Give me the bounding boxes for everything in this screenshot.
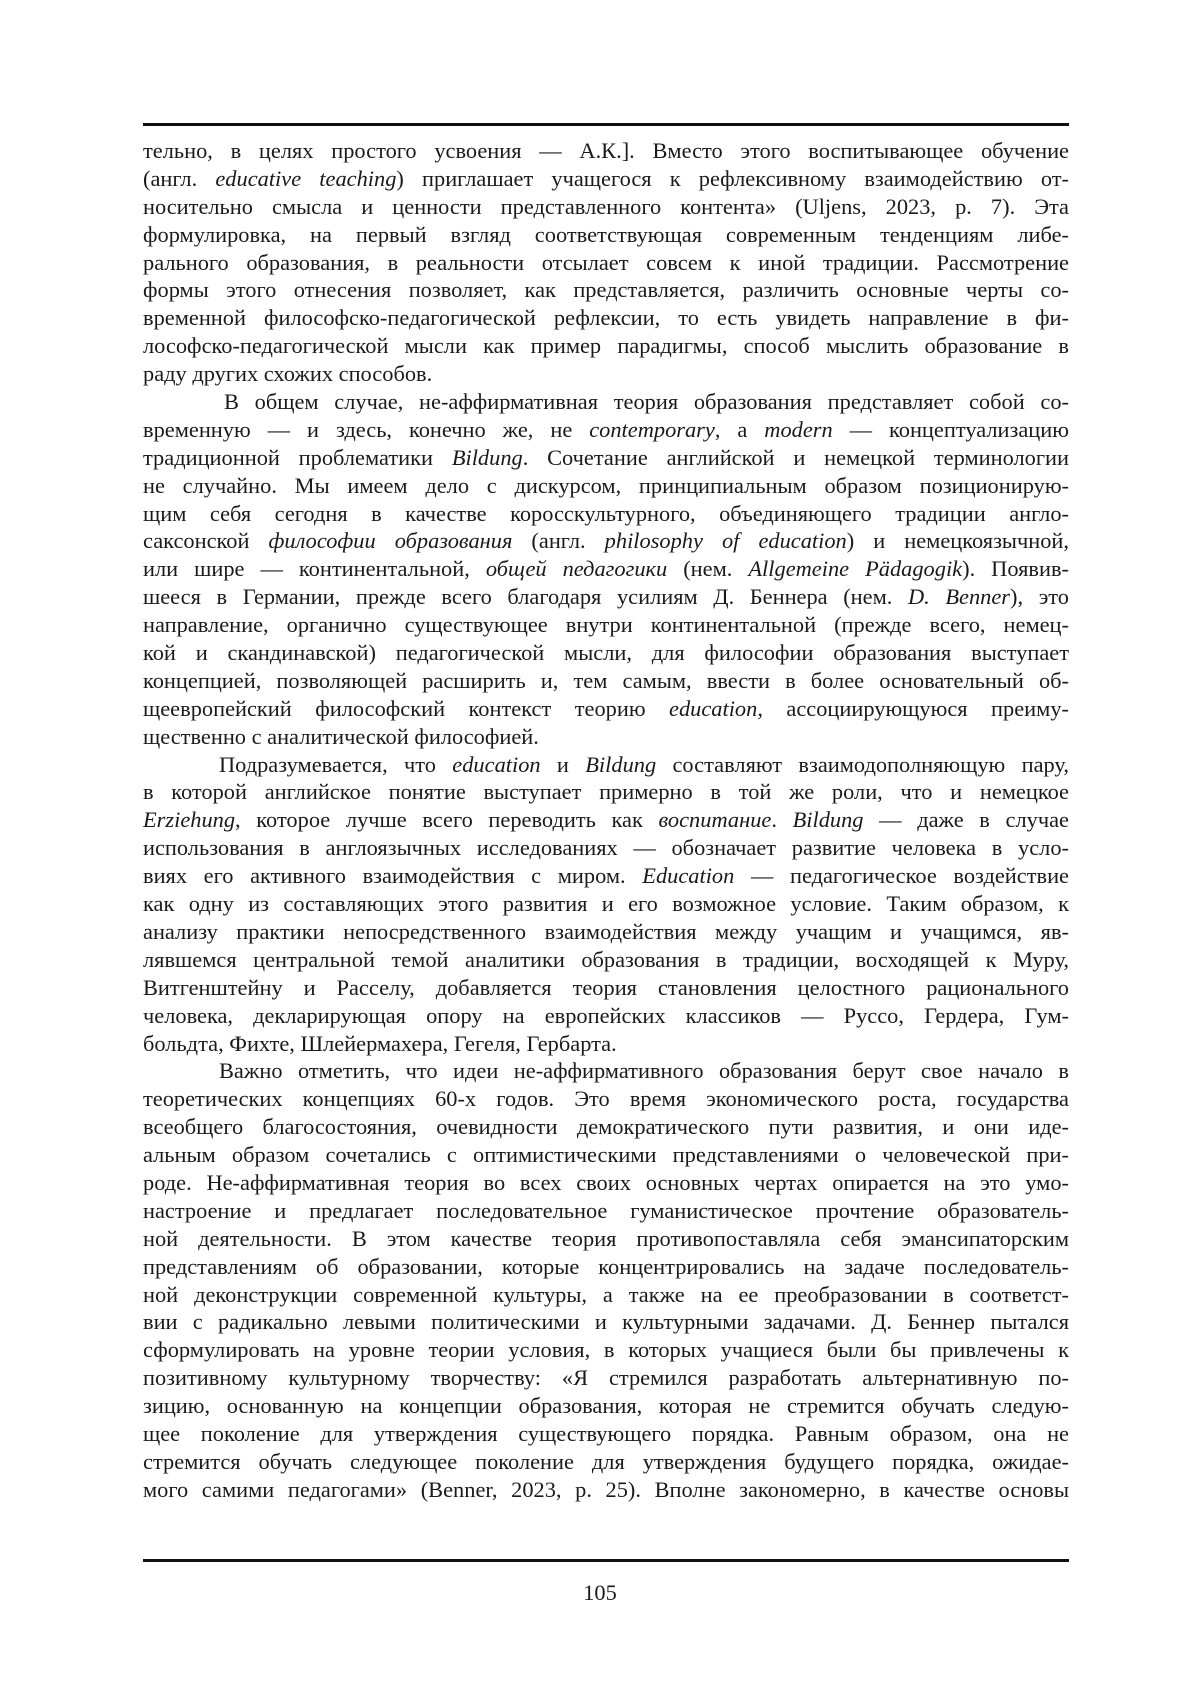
text-line: виях его активного взаимодействия с миром. Education — педагогическое воздействие <box>143 862 1069 890</box>
text-line: больдта, Фихте, Шлейермахера, Гегеля, Гербарта. <box>143 1030 1069 1058</box>
paragraph <box>143 137 1069 388</box>
text-line: носительно смысла и ценности представленного контента» (Uljens, 2023, p. 7). Эта <box>143 193 1069 221</box>
text-line: саксонской философии образования (англ. philosophy of education) и немецкоязычной, <box>143 527 1069 555</box>
text-line: в которой английское понятие выступает примерно в той же роли, что и немецкое <box>143 778 1069 806</box>
header-rule <box>143 123 1069 126</box>
text-line: тельно, в целях простого усвоения — А.К.]. Вместо этого воспитывающее обучение <box>143 137 1069 165</box>
text-line: рального образования, в реальности отсылает совсем к иной традиции. Рассмотрение <box>143 249 1069 277</box>
text-line: позитивному культурному творчеству: «Я стремился разработать альтернативную по- <box>143 1364 1069 1392</box>
text-line: Важно отметить, что идеи не-аффирмативного образования берут свое начало в <box>143 1057 1069 1085</box>
text-line: теоретических концепциях 60-х годов. Это время экономического роста, государства <box>143 1085 1069 1113</box>
paragraph <box>143 751 1069 1058</box>
paragraph <box>143 388 1069 751</box>
text-line: не случайно. Мы имеем дело с дискурсом, принципиальным образом позиционирую- <box>143 472 1069 500</box>
text-line: Erziehung, которое лучше всего переводить как воспитание. Bildung — даже в случае <box>143 806 1069 834</box>
text-line: всеобщего благосостояния, очевидности демократического пути развития, и они иде- <box>143 1113 1069 1141</box>
text-line: щественно с аналитической философией. <box>143 723 1069 751</box>
text-line: или шире — континентальной, общей педагогики (нем. Allgemeine Pädagogik). Появив- <box>143 555 1069 583</box>
text-line: шееся в Германии, прежде всего благодаря усилиям Д. Беннера (нем. D. Benner), это <box>143 583 1069 611</box>
text-line: формы этого отнесения позволяет, как представляется, различить основные черты со- <box>143 276 1069 304</box>
footer-rule <box>143 1559 1069 1562</box>
text-line: мого самими педагогами» (Benner, 2023, p. 25). Вполне закономерно, в качестве основы <box>143 1476 1069 1504</box>
text-line: направление, органично существующее внутри континентальной (прежде всего, немец- <box>143 611 1069 639</box>
text-line: временную — и здесь, конечно же, не contemporary, а modern — концептуализацию <box>143 416 1069 444</box>
text-line: человека, декларирующая опору на европейских классиков — Руссо, Гердера, Гум- <box>143 1002 1069 1030</box>
text-line: анализу практики непосредственного взаимодействия между учащим и учащимся, яв- <box>143 918 1069 946</box>
text-line: ной деятельности. В этом качестве теория противопоставляла себя эмансипаторским <box>143 1225 1069 1253</box>
text-line: щеевропейский философский контекст теорию education, ассоциирующуюся преиму- <box>143 695 1069 723</box>
text-line: временной философско-педагогической рефлексии, то есть увидеть направление в фи- <box>143 304 1069 332</box>
text-line: формулировка, на первый взгляд соответствующая современным тенденциям либе- <box>143 221 1069 249</box>
text-line: лософско-педагогической мысли как пример парадигмы, способ мыслить образование в <box>143 332 1069 360</box>
text-line: кой и скандинавской) педагогической мысли, для философии образования выступает <box>143 639 1069 667</box>
text-line: сформулировать на уровне теории условия, в которых учащиеся были бы привлечены к <box>143 1336 1069 1364</box>
text-line: стремится обучать следующее поколение для утверждения будущего порядка, ожидае- <box>143 1448 1069 1476</box>
text-line: представлениям об образовании, которые концентрировались на задаче последователь- <box>143 1253 1069 1281</box>
text-line: ной деконструкции современной культуры, а также на ее преобразовании в соответст- <box>143 1281 1069 1309</box>
text-line: Витгенштейну и Расселу, добавляется теория становления целостного рационального <box>143 974 1069 1002</box>
body-text <box>143 137 1069 1504</box>
text-line: как одну из составляющих этого развития и его возможное условие. Таким образом, к <box>143 890 1069 918</box>
page-number: 105 <box>0 1580 1200 1606</box>
text-line: роде. Не-аффирмативная теория во всех своих основных чертах опирается на это умо- <box>143 1169 1069 1197</box>
text-line: вии с радикально левыми политическими и культурными задачами. Д. Беннер пытался <box>143 1308 1069 1336</box>
text-line: раду других схожих способов. <box>143 360 1069 388</box>
text-line: зицию, основанную на концепции образования, которая не стремится обучать следую- <box>143 1392 1069 1420</box>
text-line: настроение и предлагает последовательное гуманистическое прочтение образователь- <box>143 1197 1069 1225</box>
text-line: Подразумевается, что education и Bildung составляют взаимодополняющую пару, <box>143 751 1069 779</box>
text-line: В общем случае, не-аффирмативная теория образования представляет собой со- <box>143 388 1069 416</box>
text-line: концепцией, позволяющей расширить и, тем самым, ввести в более основательный об- <box>143 667 1069 695</box>
paragraph <box>143 1057 1069 1503</box>
text-line: щим себя сегодня в качестве коросскультурного, объединяющего традиции англо- <box>143 500 1069 528</box>
text-line: (англ. educative teaching) приглашает учащегося к рефлексивному взаимодействию от- <box>143 165 1069 193</box>
text-line: использования в англоязычных исследованиях — обозначает развитие человека в усло- <box>143 834 1069 862</box>
text-line: альным образом сочетались с оптимистическими представлениями о человеческой при- <box>143 1141 1069 1169</box>
text-line: традиционной проблематики Bildung. Сочетание английской и немецкой терминологии <box>143 444 1069 472</box>
text-line: лявшемся центральной темой аналитики образования в традиции, восходящей к Муру, <box>143 946 1069 974</box>
text-line: щее поколение для утверждения существующего порядка. Равным образом, она не <box>143 1420 1069 1448</box>
